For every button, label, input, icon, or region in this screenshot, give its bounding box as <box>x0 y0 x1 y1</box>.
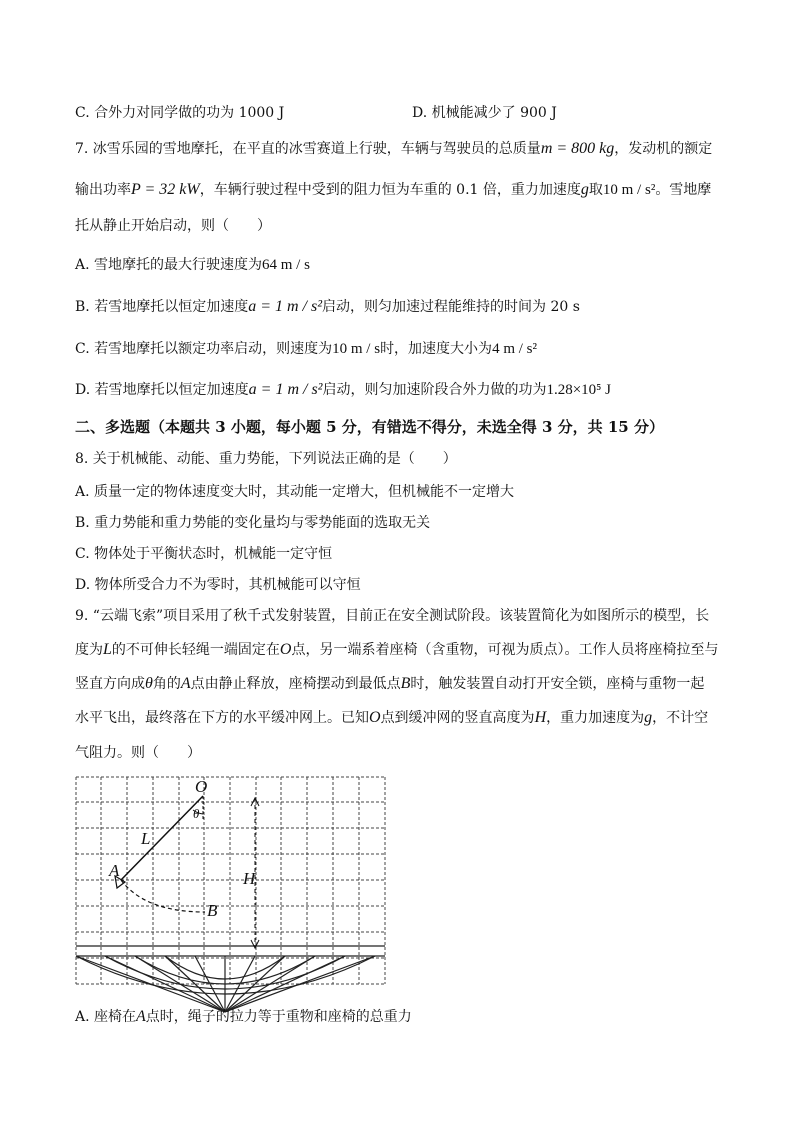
q7-option-c-text: 时，加速度大小为 <box>380 341 493 357</box>
q9-var-o: O <box>279 641 292 658</box>
label-l: L <box>141 829 151 848</box>
label-theta: θ <box>193 806 200 821</box>
q7-option-b-text: 启动，则匀加速过程能维持的时间为 20 s <box>322 299 580 315</box>
q9-figure-swing-diagram <box>75 772 387 1024</box>
q7-stem-text: ，发动机的额定 <box>614 141 713 157</box>
q7-stem-line3: 托从静止开始启动，则（ ） <box>75 218 271 234</box>
q9-option-a-text: A. 座椅在 <box>75 1009 137 1025</box>
q7-mass: m = 800 kg <box>540 140 615 157</box>
q8-option-a: A. 质量一定的物体速度变大时，其动能一定增大，但机械能不一定增大 <box>75 484 515 500</box>
q9-stem-line2 <box>75 640 718 660</box>
q7-stem-line2 <box>75 180 711 200</box>
q6-option-d: D. 机械能减少了 900 J <box>412 105 557 121</box>
q7-stem-text: 取 <box>588 182 603 198</box>
q7-option-d-text: 启动，则匀加速阶段合外力做的功为 <box>322 382 547 398</box>
q7-option-b <box>75 297 580 317</box>
q9-stem-text: ，重力加速度为 <box>546 710 645 726</box>
q9-var-l: L <box>103 641 112 658</box>
q9-stem-line3 <box>75 674 704 694</box>
q9-var-b: B <box>400 675 411 692</box>
label-b: B <box>207 901 218 920</box>
q7-option-a <box>75 255 310 275</box>
q9-stem-text: ，不计空 <box>652 710 709 726</box>
q9-stem-text: 角的 <box>152 676 181 692</box>
q9-stem-line5: 气阻力。则（ ） <box>75 745 201 761</box>
q9-var-h: H <box>534 709 547 726</box>
q7-option-b-accel: a = 1 m / s² <box>248 298 323 315</box>
q9-option-a <box>75 1007 412 1027</box>
q9-stem-text: 点由静止释放，座椅摆动到最低点 <box>190 676 401 692</box>
q8-stem: 8. 关于机械能、动能、重力势能，下列说法正确的是（ ） <box>75 451 457 467</box>
q8-option-c: C. 物体处于平衡状态时，机械能一定守恒 <box>75 546 333 562</box>
q8-option-b: B. 重力势能和重力势能的变化量均与零势能面的选取无关 <box>75 515 431 531</box>
q7-stem-text: 。雪地摩 <box>655 182 712 198</box>
q9-var-o: O <box>369 709 381 726</box>
q7-stem-text: 输出功率 <box>75 182 131 198</box>
q9-stem-text: 度为 <box>75 642 103 658</box>
q7-option-d-text: D. 若雪地摩托以恒定加速度 <box>75 382 249 398</box>
label-a: A <box>109 861 120 880</box>
q7-g-value: 10 m / s² <box>602 182 656 198</box>
q7-option-a-value: 64 m / s <box>262 257 310 273</box>
q7-option-a-text: A. 雪地摩托的最大行驶速度为 <box>75 257 263 273</box>
q7-option-d-accel: a = 1 m / s² <box>248 381 323 398</box>
q6-option-c: C. 合外力对同学做的功为 1000 J <box>75 105 285 121</box>
q9-stem-text: 点，另一端系着座椅（含重物，可视为质点）。工作人员将座椅拉至与 <box>291 642 719 658</box>
section-heading-multiple-choice: 二、多选题（本题共 3 小题，每小题 5 分，有错选不得分，未选全得 3 分，共 15 分） <box>75 418 664 436</box>
label-o: O <box>195 777 208 796</box>
q9-var-g: g <box>644 709 653 726</box>
q7-option-b-text: B. 若雪地摩托以恒定加速度 <box>75 299 249 315</box>
q9-stem-line4 <box>75 708 708 728</box>
q9-stem-text: 的不可伸长轻绳一端固定在 <box>111 642 280 658</box>
q9-stem-text: 竖直方向成 <box>75 676 145 692</box>
q7-option-c-text: C. 若雪地摩托以额定功率启动，则速度为 <box>75 341 333 357</box>
q9-option-a-text: 点时，绳子的拉力等于重物和座椅的总重力 <box>145 1009 412 1025</box>
q7-stem-text: ，车辆行驶过程中受到的阻力恒为车重的 0.1 倍，重力加速度 <box>199 182 581 198</box>
q7-stem-text: 7. 冰雪乐园的雪地摩托，在平直的冰雪赛道上行驶，车辆与驾驶员的总质量 <box>75 141 541 157</box>
label-h: H <box>243 869 256 888</box>
q7-g: g <box>580 181 589 198</box>
q7-option-d <box>75 380 611 400</box>
rope-and-path <box>121 796 259 948</box>
q9-stem-text: 水平飞出，最终落在下方的水平缓冲网上。已知 <box>75 710 369 726</box>
q9-stem-text: 点到缓冲网的竖直高度为 <box>380 710 535 726</box>
q7-option-c <box>75 339 537 359</box>
q7-option-c-speed: 10 m / s <box>332 341 381 357</box>
q9-option-a-var: A <box>136 1008 146 1025</box>
q7-option-c-accel: 4 m / s² <box>492 341 537 357</box>
q7-stem-line1 <box>75 139 712 159</box>
q9-stem-line1: 9. “云端飞索”项目采用了秋千式发射装置，目前正在安全测试阶段。该装置简化为如图所示的模型，长 <box>75 608 710 624</box>
q9-var-a: A <box>180 675 191 692</box>
q8-option-d: D. 物体所受合力不为零时，其机械能可以守恒 <box>75 577 361 593</box>
q9-var-theta: θ <box>145 675 153 692</box>
q7-option-d-work: 1.28×10⁵ J <box>546 382 611 398</box>
q7-power: P = 32 kW <box>131 181 200 198</box>
q9-stem-text: 时，触发装置自动打开安全锁，座椅与重物一起 <box>410 676 705 692</box>
